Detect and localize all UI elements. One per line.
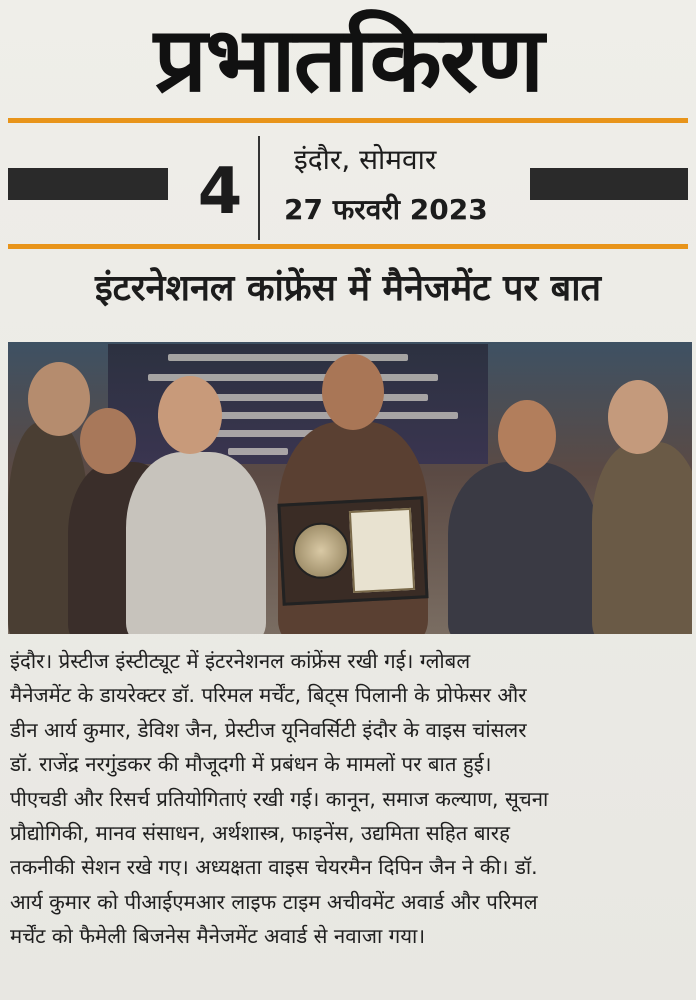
dateline-rule xyxy=(8,244,688,249)
dateline-bar-left xyxy=(8,168,168,200)
article-line: डीन आर्य कुमार, डेविश जैन, प्रेस्टीज यूनिवर्सिटी इंदौर के वाइस चांसलर xyxy=(10,717,527,742)
person-silhouette xyxy=(592,442,692,634)
article-body xyxy=(10,644,686,954)
person-head xyxy=(80,408,136,474)
person-head xyxy=(498,400,556,472)
person-head xyxy=(608,380,668,454)
article-headline: इंटरनेशनल कांफ्रेंस में मैनेजमेंट पर बात xyxy=(94,268,602,309)
person-head xyxy=(158,376,222,454)
article-line: मर्चेंट को फैमेली बिजनेस मैनेजमेंट अवार्ड से नवाजा गया। xyxy=(10,924,426,949)
article-line: आर्य कुमार को पीआईएमआर लाइफ टाइम अचीवमेंट अवार्ड और परिमल xyxy=(10,889,538,914)
dateline-divider xyxy=(258,136,260,240)
person-head xyxy=(28,362,90,436)
article-line: प्रौद्योगिकी, मानव संसाधन, अर्थशास्त्र, फाइनेंस, उद्यमिता सहित बारह xyxy=(10,821,510,846)
article-line: इंदौर। प्रेस्टीज इंस्टीट्यूट में इंटरनेशनल कांफ्रेंस रखी गई। ग्लोबल xyxy=(10,649,471,673)
person-head xyxy=(322,354,384,430)
dateline-bar-right xyxy=(530,168,688,200)
dateline-date: 27 फरवरी 2023 xyxy=(284,193,488,226)
page-number: 4 xyxy=(197,155,243,229)
person-silhouette xyxy=(126,452,266,634)
masthead-title: प्रभातकिरण xyxy=(153,8,543,113)
masthead-rule xyxy=(8,118,688,123)
award-medal xyxy=(292,521,351,580)
article-line: डॉ. राजेंद्र नरगुंडकर की मौजूदगी में प्रबंधन के मामलों पर बात हुई। xyxy=(10,752,492,777)
person-silhouette xyxy=(448,462,598,634)
article-line: तकनीकी सेशन रखे गए। अध्यक्षता वाइस चेयरमैन दिपिन जैन ने की। डॉ. xyxy=(10,855,538,880)
dateline-city-day: इंदौर, सोमवार xyxy=(294,143,437,176)
award-ceremony-photo xyxy=(8,342,692,634)
award-plaque xyxy=(277,496,428,606)
award-certificate xyxy=(349,508,415,593)
masthead xyxy=(8,6,688,116)
article-line: पीएचडी और रिसर्च प्रतियोगिताएं रखी गई। कानून, समाज कल्याण, सूचना xyxy=(10,786,549,811)
dateline-band xyxy=(8,130,688,238)
article-line: मैनेजमेंट के डायरेक्टर डॉ. परिमल मर्चेंट, बिट्स पिलानी के प्रोफेसर और xyxy=(10,683,527,708)
